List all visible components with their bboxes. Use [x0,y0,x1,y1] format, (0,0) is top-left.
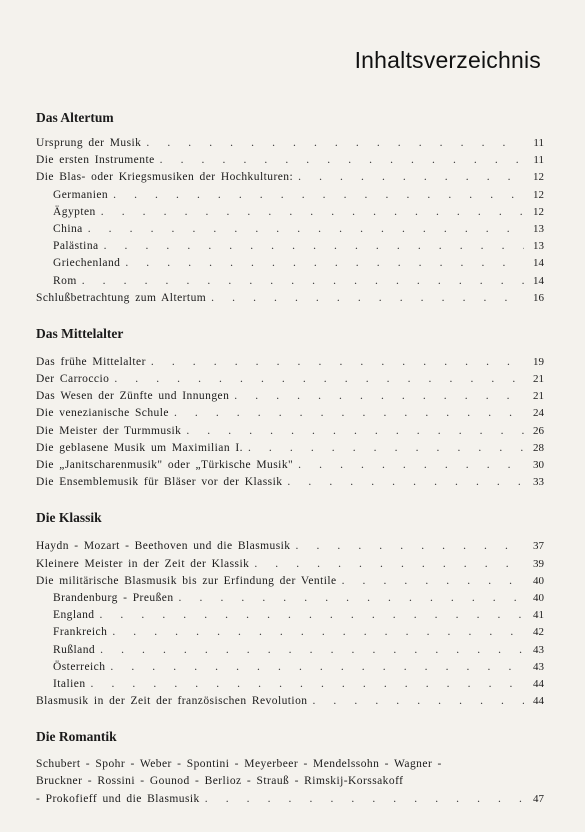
toc-subentry[interactable] [36,187,544,204]
page-number: 13 [533,240,544,253]
toc-entry[interactable] [36,457,544,474]
page-number: 37 [533,540,544,553]
page-number: 21 [533,390,544,403]
dot-leader [186,423,524,440]
toc-subentry[interactable] [36,624,544,641]
page-number: 12 [533,188,544,201]
entry-title: Kleinere Meister in der Zeit der Klassik [36,557,250,570]
entry-title: Die militärische Blasmusik bis zur Erfindung der Ventile [36,574,337,587]
page-number: 30 [533,459,544,471]
section-heading: Das Mittelalter [36,325,124,341]
toc-subentry[interactable] [36,204,544,221]
page-number: 11 [533,154,544,167]
page-number: 40 [533,574,544,587]
toc-entry[interactable] [36,354,544,371]
toc-subentry[interactable] [36,607,544,624]
dot-leader [100,642,524,659]
page-number: 33 [533,476,544,489]
dot-leader [174,405,524,422]
dot-leader [211,290,524,307]
entry-title: Das Wesen der Zünfte und Innungen [36,390,230,403]
entry-title: - Prokofieff und die Blasmusik [36,792,200,805]
entry-title: Der Carroccio [36,373,110,386]
entry-title: Italien [53,677,86,690]
dot-leader [254,556,524,573]
toc-entry[interactable] [36,573,544,590]
toc-subentry[interactable] [36,590,544,607]
section-altertum [36,108,544,307]
page-number: 42 [533,626,544,639]
page-number: 47 [533,792,544,805]
section-heading: Das Altertum [36,110,114,125]
toc-subentry[interactable] [36,255,544,272]
dot-leader [205,791,524,808]
dot-leader [342,573,524,590]
toc-entry[interactable] [36,791,544,808]
dot-leader [312,693,524,710]
entry-title: Die ersten Instrumente [36,154,155,167]
dot-leader [151,354,524,371]
dot-leader [179,590,524,607]
entry-title: Die Meister der Turmmusik [36,424,182,437]
toc-entry[interactable] [36,538,544,555]
section-romantik [36,727,544,808]
page-number: 40 [533,591,544,604]
dot-leader [88,221,524,238]
entry-title: Haydn - Mozart - Beethoven und die Blasmusik [36,540,291,553]
dot-leader [146,135,524,152]
page-number: 43 [533,660,544,673]
entry-title: Brandenburg - Preußen [53,591,174,604]
section-klassik [36,508,544,710]
toc-entry[interactable] [36,556,544,573]
toc-entry-line[interactable]: Bruckner - Rossini - Gounod - Berlioz - Strauß - Rimskij-Korssakoff [36,775,404,788]
dot-leader [101,204,524,221]
toc-subentry[interactable] [36,659,544,676]
toc-entry[interactable] [36,440,544,457]
page-number: 39 [533,557,544,570]
dot-leader [114,371,524,388]
dot-leader [112,624,524,641]
page-number: 44 [533,695,544,708]
entry-title: Österreich [53,660,106,673]
table-of-contents [36,108,544,808]
toc-entry[interactable] [36,135,544,152]
toc-entry[interactable] [36,693,544,710]
dot-leader [113,187,524,204]
page-number: 44 [533,677,544,690]
dot-leader [99,607,524,624]
toc-subentry[interactable] [36,642,544,659]
dot-leader [248,440,524,457]
toc-entry-line[interactable]: Schubert - Spohr - Weber - Spontini - Meyerbeer - Mendelssohn - Wagner - [36,758,442,771]
toc-entry[interactable] [36,152,544,169]
toc-subentry[interactable] [36,273,544,290]
page-number: 14 [533,274,544,287]
entry-title: Schlußbetrachtung zum Altertum [36,291,207,304]
entry-title: Die Ensemblemusik für Bläser vor der Klassik [36,476,283,489]
toc-subentry[interactable] [36,676,544,693]
entry-title: Blasmusik in der Zeit der französischen Revolution [36,695,308,708]
dot-leader [298,169,524,186]
page-number: 16 [533,291,544,304]
entry-title: Die Blas- oder Kriegsmusiken der Hochkulturen: [36,171,294,184]
toc-entry[interactable] [36,474,544,491]
section-mittelalter [36,324,544,492]
page-number: 43 [533,643,544,656]
page-number: 26 [533,424,544,437]
dot-leader [125,255,524,272]
entry-title: Rußland [53,643,96,656]
entry-title: Ägypten [53,205,96,218]
page-number: 11 [533,137,544,149]
entry-title: Die „Janitscharenmusik" oder „Türkische Musik" [36,459,294,471]
entry-title: Frankreich [53,626,108,639]
entry-title: China [53,222,83,235]
section-heading: Die Klassik [36,510,102,526]
toc-subentry[interactable] [36,221,544,238]
entry-title: Griechenland [53,257,121,270]
entry-title: Rom [53,274,77,287]
dot-leader [234,388,524,405]
page-number: 12 [533,171,544,184]
dot-leader [160,152,524,169]
toc-entry[interactable] [36,290,544,307]
entry-title: Ursprung der Musik [36,137,142,149]
dot-leader [104,238,524,255]
entry-title: Die venezianische Schule [36,407,169,420]
toc-subentry[interactable] [36,238,544,255]
page-number: 28 [533,441,544,454]
page-title: Inhaltsverzeichnis [354,47,541,74]
entry-title: Das frühe Mittelalter [36,355,146,368]
page-number: 19 [533,355,544,368]
entry-title: Die geblasene Musik um Maximilian I. [36,441,243,454]
dot-leader [296,538,525,555]
section-heading: Die Romantik [36,729,117,745]
entry-title: England [53,609,95,622]
page-number: 41 [533,609,544,622]
page-number: 13 [533,222,544,235]
toc-entry[interactable] [36,405,544,422]
dot-leader [110,659,524,676]
entry-title: Palästina [53,240,99,253]
page-number: 12 [533,205,544,218]
toc-entry[interactable] [36,388,544,405]
toc-entry[interactable] [36,169,544,186]
toc-entry[interactable] [36,371,544,388]
entry-title: Germanien [53,188,109,201]
toc-entry[interactable] [36,423,544,440]
page-number: 24 [533,407,544,420]
dot-leader [91,676,524,693]
dot-leader [287,474,524,491]
page-number: 14 [533,257,544,270]
page-number: 21 [533,373,544,386]
dot-leader [298,457,524,474]
dot-leader [82,273,524,290]
